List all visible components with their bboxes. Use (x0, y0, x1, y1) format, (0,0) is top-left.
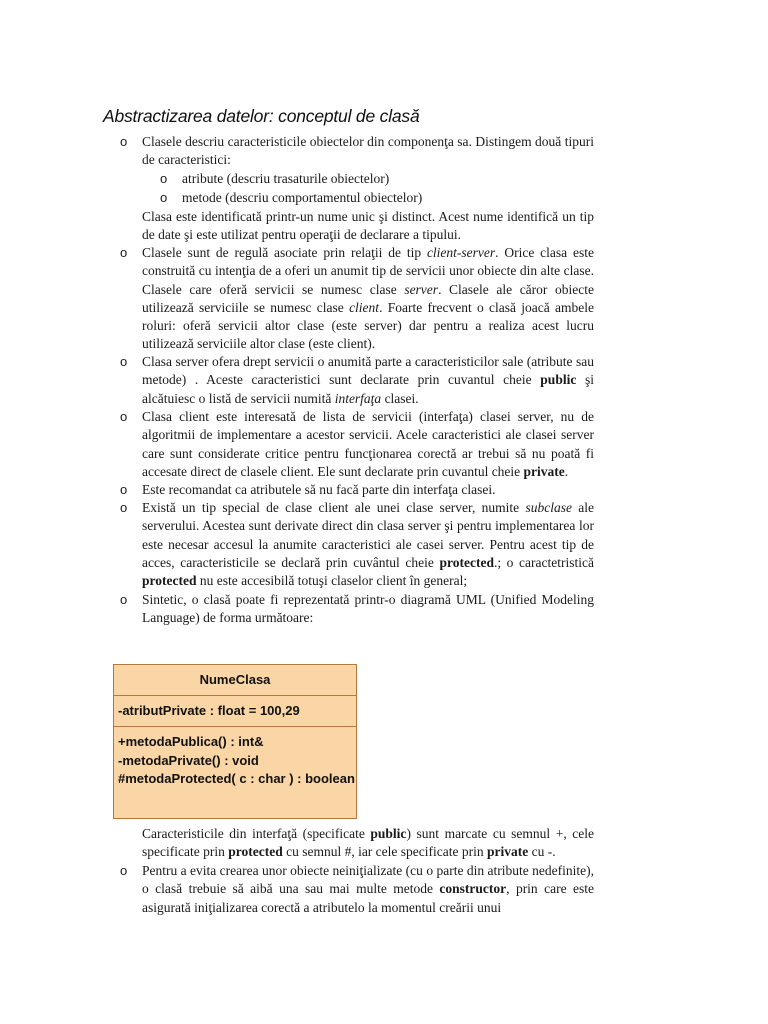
uml-method: +metodaPublica() : int& (118, 734, 264, 749)
paragraph-text: Caracteristicile din interfaţă (specificate public) sunt marcate cu semnul +, cele specificate prin protected cu semnul #, iar cele specificate prin private cu -. (142, 826, 595, 860)
uml-method: -metodaPrivate() : void (118, 752, 259, 768)
list-item (120, 353, 594, 408)
paragraph-text: Clasele sunt de regulă asociate prin relaţii de tip client-server. Orice clasa este construită cu intenţia de a oferi un anumit tip de servicii unor obiecte din alte clase. Clasele care oferă servicii se numesc clase server. Clasele ale căror obiecte utilizează serviciile se numesc clase client. Foarte frecvent o clasă joacă ambele roluri: oferă servicii altor clase (este server) dar pentru a realiza acest lucru utilizează serviciile altor clase (este client). (142, 245, 595, 352)
paragraph-text: Clasele descriu caracteristicile obiectelor din componenţa sa. Distingem două tipuri de caracteristici: (142, 134, 594, 168)
bullet-marker: o (120, 863, 128, 878)
bullet-marker: o (120, 592, 128, 607)
sub-list-item (160, 170, 580, 188)
uml-attribute: -atributPrivate : float = 100,29 (118, 703, 300, 718)
list-item (120, 862, 594, 917)
sub-list-item (160, 189, 580, 207)
uml-attribute-compartment (114, 696, 356, 727)
list-item (120, 244, 594, 354)
bullet-marker: o (120, 245, 128, 260)
paragraph-text: Pentru a evita crearea unor obiecte neiniţializate (cu o parte din atribute nedefinite), o clasă trebuie să aibă una sau mai multe metode constructor, prin care este asigurată iniţializarea corectă a atributelo la momentul creării unui (142, 863, 594, 915)
list-item (120, 591, 594, 628)
paragraph-text: Clasa este identificată printr-un nume unic şi distinct. Acest nume identifică un tip de date şi este utilizat pentru operaţii de declarare a tipului. (142, 209, 594, 243)
uml-methods-compartment (118, 733, 355, 789)
list-item (120, 133, 594, 170)
paragraph-text: Clasa server ofera drept servicii o anumită parte a caracteristicilor sale (atribute sau metode) . Aceste caracteristici sunt declarate prin cuvantul cheie public şi alcătuiesc o listă de servicii numită interfaţa clasei. (142, 354, 594, 406)
uml-class-name: NumeClasa (114, 665, 356, 696)
uml-method: #metodaProtected( c : char ) : boolean (118, 771, 355, 786)
list-item (120, 499, 594, 590)
bullet-marker: o (160, 171, 168, 186)
bullet-marker: o (120, 409, 128, 424)
paragraph-text: Există un tip special de clase client ale unei clase server, numite subclase ale serverului. Acestea sunt derivate direct din clasa server şi pentru implementarea lor este necesar accesul la anumite caracteristici ale casei server. Pentru acest tip de acces, caracteristicile se declară prin cuvântul cheie protected.; o caractetristică protected nu este accesibilă totuşi claselor client în general; (142, 500, 594, 589)
bullet-marker: o (120, 134, 128, 149)
bullet-marker: o (120, 354, 128, 369)
bullet-marker: o (120, 482, 128, 497)
uml-class-diagram (113, 664, 357, 819)
bullet-marker: o (120, 500, 128, 515)
list-item (120, 481, 594, 499)
sub-item-text: atribute (descriu trasaturile obiectelor) (182, 171, 390, 186)
bullet-marker: o (160, 190, 168, 205)
paragraph-text: Clasa client este interesată de lista de servicii (interfaţa) clasei server, nu de algoritmii de implementare a acestor servicii. Acele caracteristici ale clasei server care sunt considerate critice pentru funcţionarea corectă ar trebui să nu poată fi accesate direct de clasele client. Ele sunt declarate prin cuvantul cheie private. (142, 409, 594, 479)
paragraph-text: Este recomandat ca atributele să nu facă parte din interfaţa clasei. (142, 482, 496, 497)
paragraph-text: Sintetic, o clasă poate fi reprezentată printr-o diagramă UML (Unified Modeling Language) de forma următoare: (142, 592, 594, 626)
list-item (120, 408, 594, 481)
sub-item-text: metode (descriu comportamentul obiectelor) (182, 190, 423, 205)
section-title: Abstractizarea datelor: conceptul de clasă (103, 106, 420, 126)
